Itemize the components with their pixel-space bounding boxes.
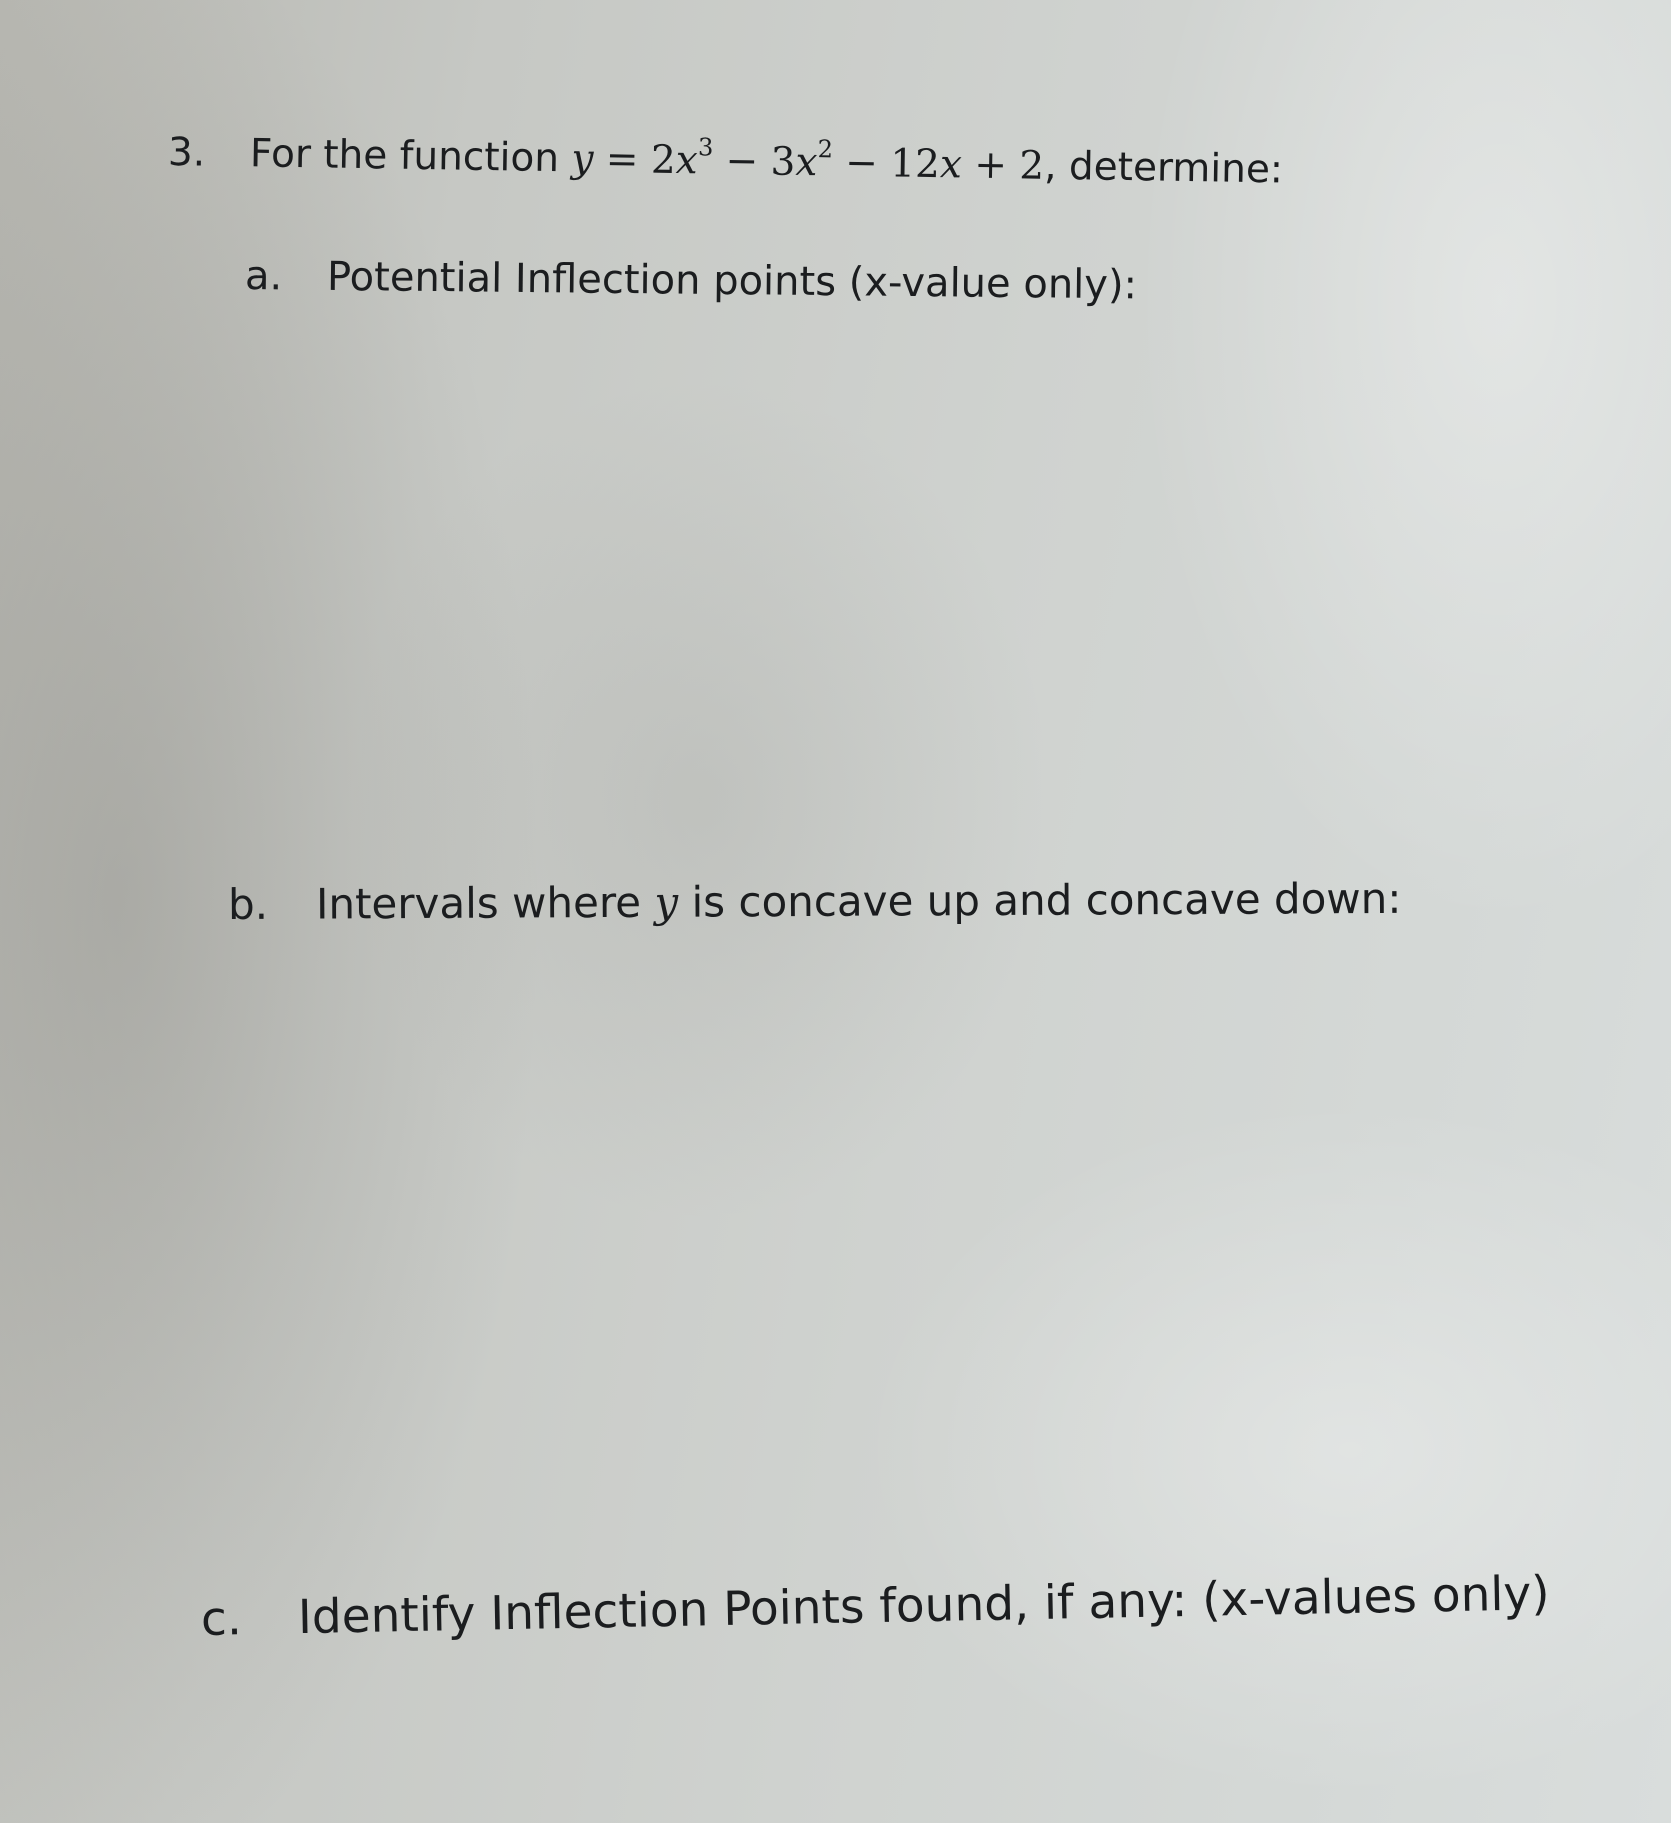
question-number: 3. [167, 130, 206, 176]
part-b-prompt [228, 874, 1402, 929]
part-c-prompt [200, 1566, 1550, 1647]
part-b-variable: y [654, 877, 679, 927]
question-instruction: , determine: [1043, 143, 1284, 193]
part-a-label: a. [244, 253, 283, 300]
part-c-text: Identify Inflection Points found, if any: (x-values only) [297, 1566, 1551, 1646]
question-lead: For the function [249, 131, 560, 182]
part-a-text: Potential Inflection points (x-value only): [326, 253, 1138, 309]
part-c-label: c. [200, 1591, 243, 1647]
question-3-heading [168, 130, 1284, 193]
part-b-label: b. [227, 879, 269, 929]
function-equation: $y = 2x^3 - 3x^2 - 12x + 2$ [571, 133, 1045, 189]
part-b-text-after: is concave up and concave down: [678, 873, 1402, 927]
part-a-prompt [245, 253, 1138, 308]
part-b-text-before: Intervals where [315, 877, 655, 929]
